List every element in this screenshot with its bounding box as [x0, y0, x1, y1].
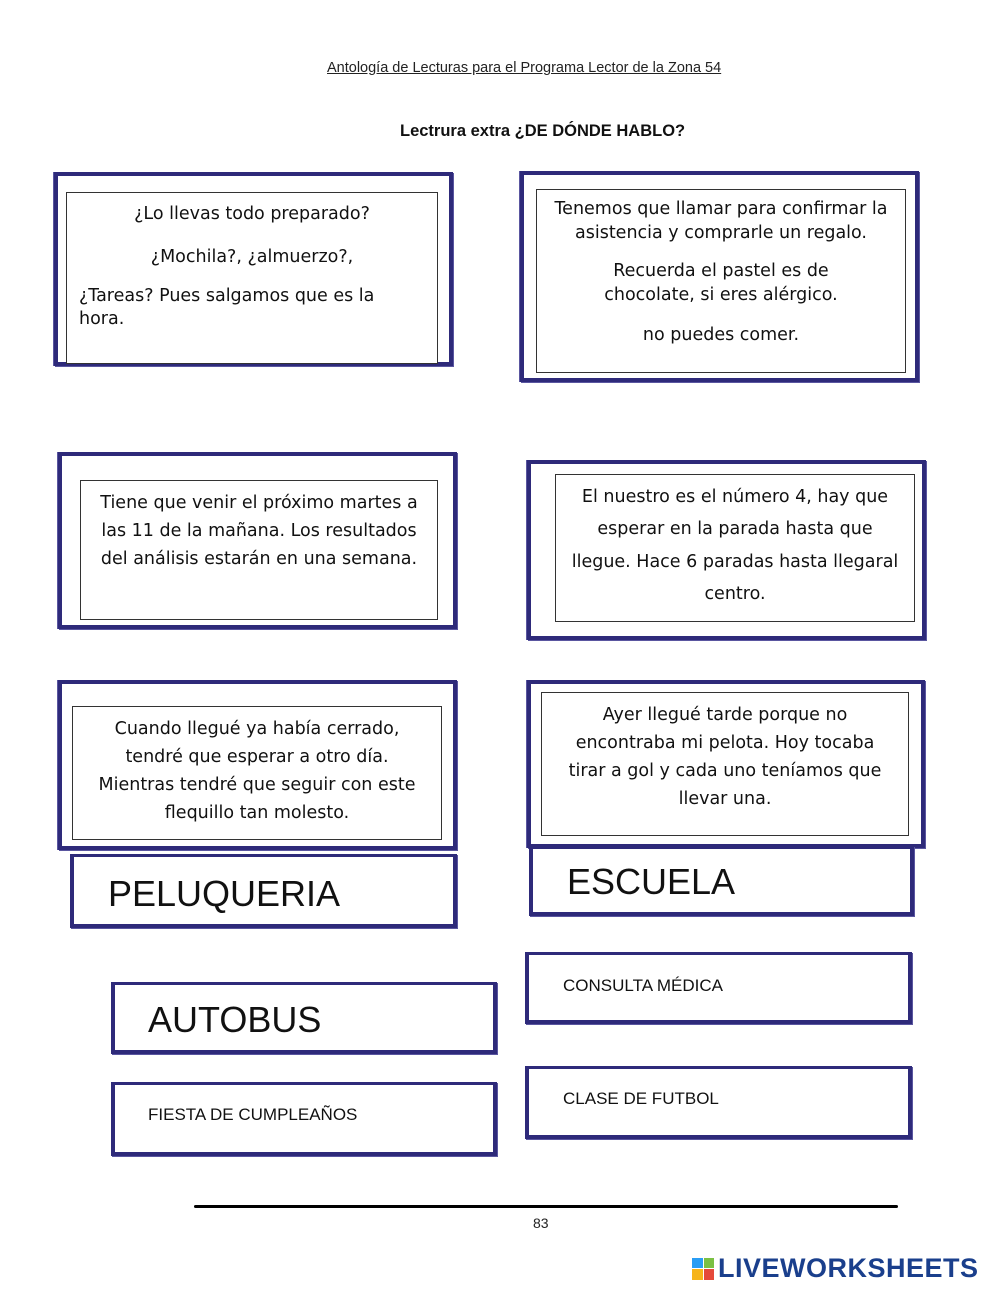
answer-peluqueria-text: PELUQUERIA — [108, 873, 341, 914]
answer-consulta-medica-text: CONSULTA MÉDICA — [563, 976, 723, 995]
clue-text-box-3 — [80, 480, 438, 620]
answer-clase-de-futbol[interactable] — [525, 1066, 912, 1139]
clue-1-line-1: ¿Lo llevas todo preparado? — [134, 204, 370, 224]
clue-card-5 — [58, 680, 457, 850]
clue-1-line-2: ¿Mochila?, ¿almuerzo?, — [150, 247, 354, 268]
answer-peluqueria[interactable] — [70, 854, 457, 928]
clue-5-text: Cuando llegué ya había cerrado, tendré que esperar a otro día. Mientras tendré que seguir con este flequillo tan molesto. — [98, 719, 416, 823]
clue-2-line-2: Recuerda el pastel es de chocolate, si eres alérgico. — [604, 261, 838, 305]
liveworksheets-logo-text: LIVEWORKSHEETS — [718, 1253, 979, 1283]
page-number: 83 — [533, 1215, 549, 1231]
clue-text-box-2 — [536, 189, 906, 373]
clue-text-box-1 — [66, 192, 438, 364]
answer-fiesta-text: FIESTA DE CUMPLEAÑOS — [148, 1105, 358, 1124]
answer-autobus-text: AUTOBUS — [148, 999, 322, 1040]
clue-1-line-3: ¿Tareas? Pues salgamos que es la hora. — [79, 286, 375, 330]
clue-card-4 — [527, 460, 926, 640]
clue-text-box-4 — [555, 474, 915, 622]
clue-card-6 — [527, 680, 925, 848]
clue-3-text: Tiene que venir el próximo martes a las 11 de la mañana. Los resultados del análisis estarán en una semana. — [100, 493, 418, 569]
clue-card-2 — [520, 171, 919, 382]
clue-2-line-3: no puedes comer. — [642, 324, 800, 345]
footer-divider — [194, 1205, 898, 1208]
answer-clase-de-futbol-text: CLASE DE FUTBOL — [563, 1089, 719, 1108]
page-title: Lectrura extra ¿DE DÓNDE HABLO? — [400, 122, 686, 140]
answer-escuela[interactable] — [529, 846, 914, 916]
liveworksheets-logo-icon — [692, 1258, 714, 1280]
clue-card-1 — [54, 172, 453, 366]
clue-card-3 — [58, 452, 457, 629]
document-header: Antología de Lecturas para el Programa Lector de la Zona 54 — [327, 60, 722, 76]
answer-escuela-text: ESCUELA — [567, 861, 736, 902]
answer-fiesta-de-cumpleanos[interactable] — [111, 1082, 497, 1156]
liveworksheets-logo — [692, 1253, 979, 1284]
clue-2-line-1: Tenemos que llamar para confirmar la asistencia y comprarle un regalo. — [554, 199, 888, 243]
clue-text-box-5 — [72, 706, 442, 840]
answer-consulta-medica[interactable] — [525, 952, 912, 1024]
clue-text-box-6 — [541, 692, 909, 836]
answer-autobus[interactable] — [111, 982, 497, 1054]
clue-6-text: Ayer llegué tarde porque no encontraba mi pelota. Hoy tocaba tirar a gol y cada uno teníamos que llevar una. — [568, 705, 882, 809]
clue-4-text: El nuestro es el número 4, hay que esperar en la parada hasta que llegue. Hace 6 paradas hasta llegaral centro. — [571, 487, 899, 605]
